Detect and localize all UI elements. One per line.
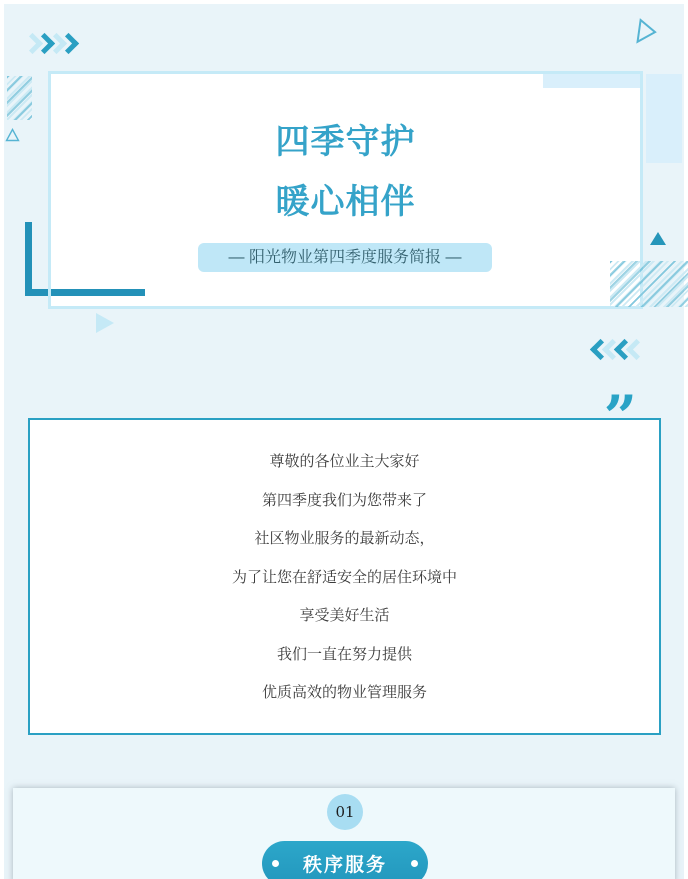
corner-bracket [25,289,145,296]
triangle-up-icon [650,232,666,245]
page-title-line2: 暖心相伴 [275,183,416,221]
chevrons-right-icon [28,36,76,51]
page-title-line1: 四季守护 [275,123,416,161]
intro-line: 我们一直在努力提供 [276,645,412,663]
corner-bracket [25,222,32,296]
intro-text [30,420,659,713]
intro-line: 为了让您在舒适安全的居住环境中 [231,568,457,586]
intro-line: 尊敬的各位业主大家好 [269,453,420,470]
intro-line: 第四季度我们为您带来了 [261,491,427,509]
intro-quote-box [28,383,661,735]
quote-icon: ” [603,383,637,451]
section-title-label: 秩序服务 [302,855,387,876]
section-number-badge: 01 [327,794,363,830]
triangle-right-icon [96,313,114,333]
subtitle-badge: — 阳光物业第四季度服务简报 — [198,243,492,272]
chevron-left-icon [626,339,647,360]
triangle-outline-icon [636,18,658,51]
intro-line: 社区物业服务的最新动态， [254,530,435,547]
intro-line: 优质高效的物业管理服务 [261,684,427,701]
chevrons-left-icon [596,342,644,357]
diagonal-stripes [7,76,32,120]
chevron-right-icon [58,33,79,54]
decor-rectangle [646,74,682,163]
dot-icon [272,860,279,867]
dot-icon [411,860,418,867]
decor-rectangle [543,74,643,88]
intro-line: 享受美好生活 [299,607,390,624]
diagonal-stripes [610,261,688,307]
section-title-pill [262,841,428,879]
small-triangle-outline-icon [5,128,20,147]
